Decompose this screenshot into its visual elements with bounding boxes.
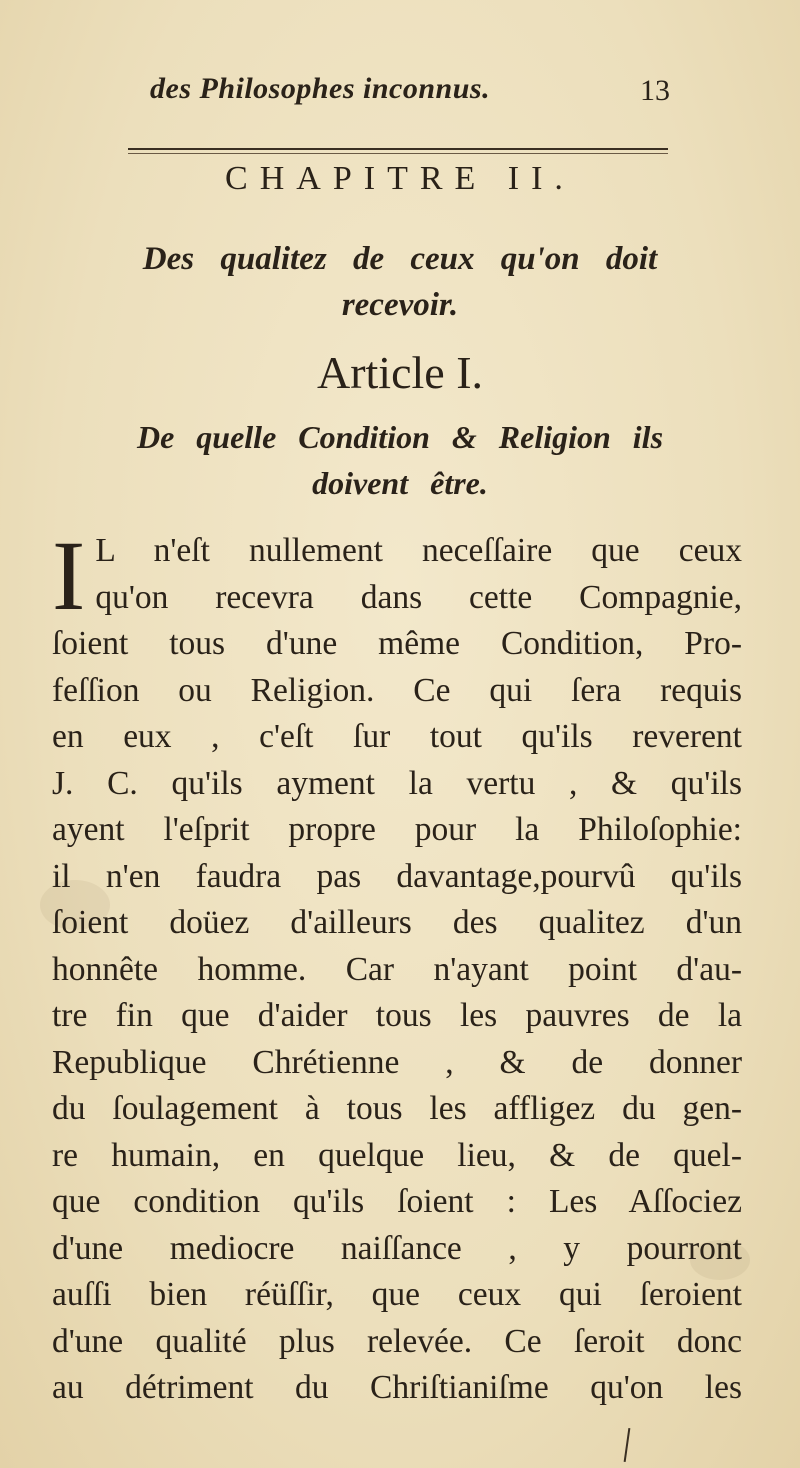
text-line: Republique Chrétienne , & de donner: [52, 1043, 742, 1081]
article-subtitle: [0, 414, 800, 506]
drop-cap: I: [52, 520, 86, 631]
text-line: tre fin que d'aider tous les pauvres de la: [52, 997, 742, 1034]
chapter-subtitle-line: Des qualitez de ceux qu'on doit: [142, 241, 658, 277]
body-text: [52, 520, 742, 1412]
page-header: [150, 72, 670, 116]
text-line: ſoient tous d'une même Condition, Pro-: [52, 625, 742, 662]
text-line: L n'eſt nullement neceſſaire que ceux: [95, 532, 742, 569]
text-line: que condition qu'ils ſoient : Les Aſſociez: [52, 1183, 742, 1220]
ink-mark: [624, 1428, 631, 1462]
running-title: des Philosophes inconnus.: [150, 72, 491, 105]
text-line: J. C. qu'ils ayment la vertu , & qu'ils: [52, 764, 742, 802]
article-subtitle-line: doivent être.: [312, 465, 488, 501]
text-line: honnête homme. Car n'ayant point d'au-: [52, 950, 742, 988]
text-line: d'une mediocre naiſſance , y pourront: [52, 1229, 742, 1267]
page-number: 13: [640, 74, 670, 107]
text-line: ayent l'eſprit propre pour la Philoſophie:: [52, 811, 742, 848]
text-line: ſoient doüez d'ailleurs des qualitez d'un: [52, 904, 742, 941]
article-subtitle-line: De quelle Condition & Religion ils: [136, 419, 664, 455]
text-line: re humain, en quelque lieu, & de quel-: [52, 1136, 742, 1174]
chapter-heading: CHAPITRE II.: [225, 160, 575, 197]
text-line: du ſoulagement à tous les affligez du gen-: [52, 1090, 742, 1127]
chapter-subtitle-line: recevoir.: [341, 287, 459, 323]
text-line: qu'on recevra dans cette Compagnie,: [95, 578, 742, 616]
chapter-subtitle: [0, 236, 800, 328]
drop-cap-lines: [95, 528, 742, 621]
text-line: au détriment du Chriſtianiſme qu'on les: [52, 1369, 742, 1406]
article-heading: Article I.: [316, 347, 484, 398]
text-line: feſſion ou Religion. Ce qui ſera requis: [52, 671, 742, 709]
header-rule-thin: [128, 153, 668, 154]
text-line: en eux , c'eſt ſur tout qu'ils reverent: [52, 718, 742, 755]
text-line: d'une qualité plus relevée. Ce ſeroit donc: [52, 1322, 742, 1360]
text-line: auſſi bien réüſſir, que ceux qui ſeroient: [52, 1276, 742, 1313]
text-line: il n'en faudra pas davantage,pourvû qu'ils: [52, 857, 742, 895]
header-rule: [128, 148, 668, 150]
